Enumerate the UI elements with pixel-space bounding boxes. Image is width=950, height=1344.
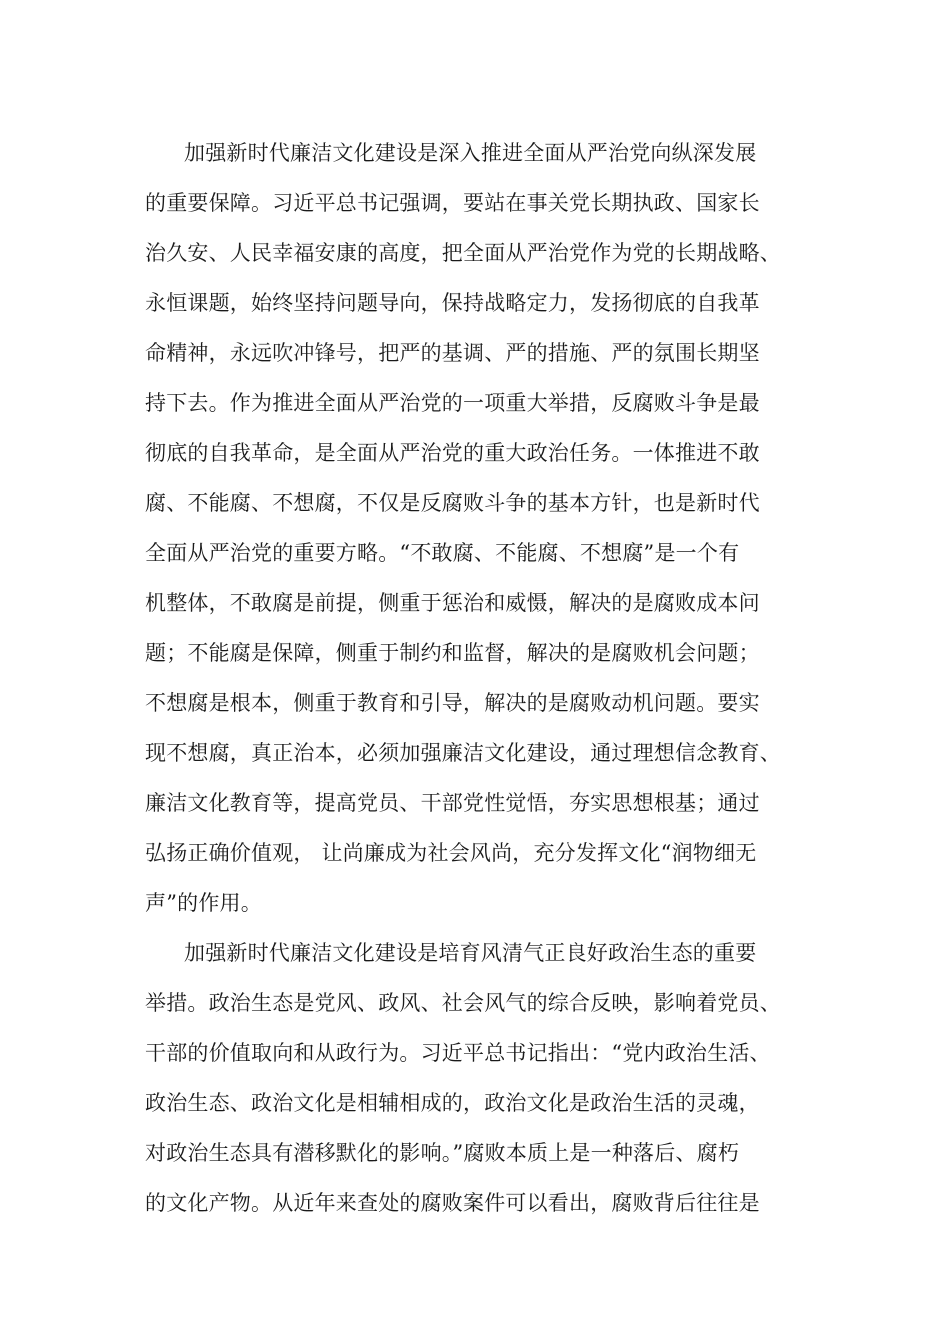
- paragraph-1-line-6: 持下去。作为推进全面从严治党的一项重大举措，反腐败斗争是最: [145, 391, 760, 415]
- paragraph-2-line-5: 对政治生态具有潜移默化的影响。”腐败本质上是一种落后、腐朽: [145, 1141, 740, 1165]
- paragraph-2-line-2: 举措。政治生态是党风、政风、社会风气的综合反映，影响着党员、: [145, 991, 781, 1015]
- paragraph-1-line-9: 全面从严治党的重要方略。“不敢腐、不能腐、不想腐”是一个有: [145, 541, 740, 565]
- paragraph-1-line-11: 题；不能腐是保障，侧重于制约和监督，解决的是腐败机会问题；: [145, 641, 760, 665]
- paragraph-1-line-12: 不想腐是根本，侧重于教育和引导，解决的是腐败动机问题。要实: [145, 691, 760, 715]
- paragraph-1-line-7: 彻底的自我革命，是全面从严治党的重大政治任务。一体推进不敢: [145, 441, 760, 465]
- paragraph-1-line-2: 的重要保障。习近平总书记强调，要站在事关党长期执政、国家长: [145, 191, 760, 215]
- paragraph-1-line-4: 永恒课题，始终坚持问题导向，保持战略定力，发扬彻底的自我革: [145, 291, 760, 315]
- paragraph-1-line-1: 加强新时代廉洁文化建设是深入推进全面从严治党向纵深发展: [184, 141, 757, 165]
- paragraph-2-line-3: 干部的价值取向和从政行为。习近平总书记指出：“党内政治生活、: [145, 1041, 771, 1065]
- paragraph-1-line-10: 机整体，不敢腐是前提，侧重于惩治和威慑，解决的是腐败成本问: [145, 591, 760, 615]
- paragraph-1-line-3: 治久安、人民幸福安康的高度，把全面从严治党作为党的长期战略、: [145, 241, 781, 265]
- paragraph-1-line-13: 现不想腐，真正治本，必须加强廉洁文化建设，通过理想信念教育、: [145, 741, 781, 765]
- paragraph-1-line-15: 弘扬正确价值观， 让尚廉成为社会风尚，充分发挥文化“润物细无: [145, 841, 757, 865]
- paragraph-1-line-5: 命精神，永远吹冲锋号，把严的基调、严的措施、严的氛围长期坚: [145, 341, 760, 365]
- paragraph-2-line-1: 加强新时代廉洁文化建设是培育风清气正良好政治生态的重要: [184, 941, 757, 965]
- paragraph-2-line-4: 政治生态、政治文化是相辅相成的，政治文化是政治生活的灵魂，: [145, 1091, 760, 1115]
- paragraph-1-line-8: 腐、不能腐、不想腐，不仅是反腐败斗争的基本方针，也是新时代: [145, 491, 760, 515]
- paragraph-1-line-14: 廉洁文化教育等，提高党员、干部党性觉悟，夯实思想根基；通过: [145, 791, 760, 815]
- paragraph-2-line-6: 的文化产物。从近年来查处的腐败案件可以看出，腐败背后往往是: [145, 1191, 760, 1215]
- paragraph-1-line-16: 声”的作用。: [145, 891, 262, 915]
